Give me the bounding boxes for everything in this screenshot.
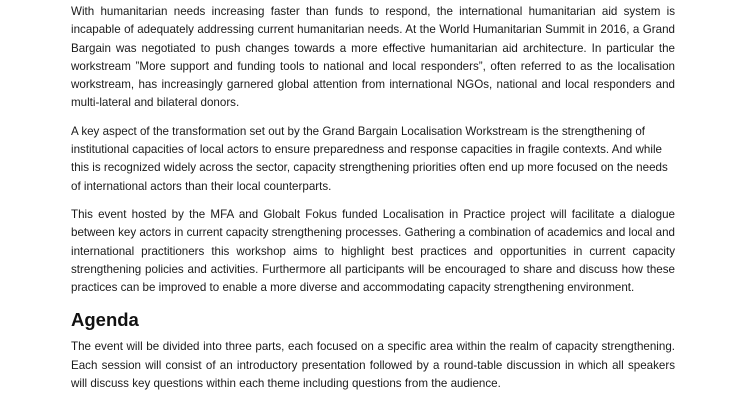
agenda-paragraph: The event will be divided into three parts, each focused on a specific area within the realm of capacity strengthening. Each session will consist of an introductory presentation followed by a round-table discussion in which all speakers will discuss key questions within each theme including questions from the audience. xyxy=(71,340,675,391)
intro-paragraph: With humanitarian needs increasing faster than funds to respond, the international humanitarian aid system is incapable of adequately addressing current humanitarian needs. At the World Humanitarian Summit in 2016, a Grand Bargain was negotiated to push changes towards a more effective humanitarian aid architecture. In particular the workstream ”More support and funding tools to national and local responders”, often referred to as the localisation workstream, has increasingly garnered global attention from international NGOs, national and local responders and multi-lateral and bilateral donors. xyxy=(71,5,675,110)
event-paragraph: This event hosted by the MFA and Globalt Fokus funded Localisation in Practice project will facilitate a dialogue between key actors in current capacity strengthening processes. Gathering a combination of academics and local and international practitioners this workshop aims to highlight best practices and opportunities in current capacity strengthening policies and activities. Furthermore all participants will be encouraged to share and discuss how these practices can be improved to enable a more diverse and accommodating capacity strengthening environment. xyxy=(71,207,675,295)
agenda-heading: Agenda xyxy=(71,309,139,331)
localisation-paragraph: A key aspect of the transformation set out by the Grand Bargain Localisation Workstream is the strengthening of institutional capacities of local actors to ensure preparedness and response capacities in fragile contexts. And while this is recognized widely across the sector, capacity strengthening priorities often end up more focused on the needs of international actors than their local counterparts. xyxy=(71,124,668,193)
document-page xyxy=(71,3,675,403)
